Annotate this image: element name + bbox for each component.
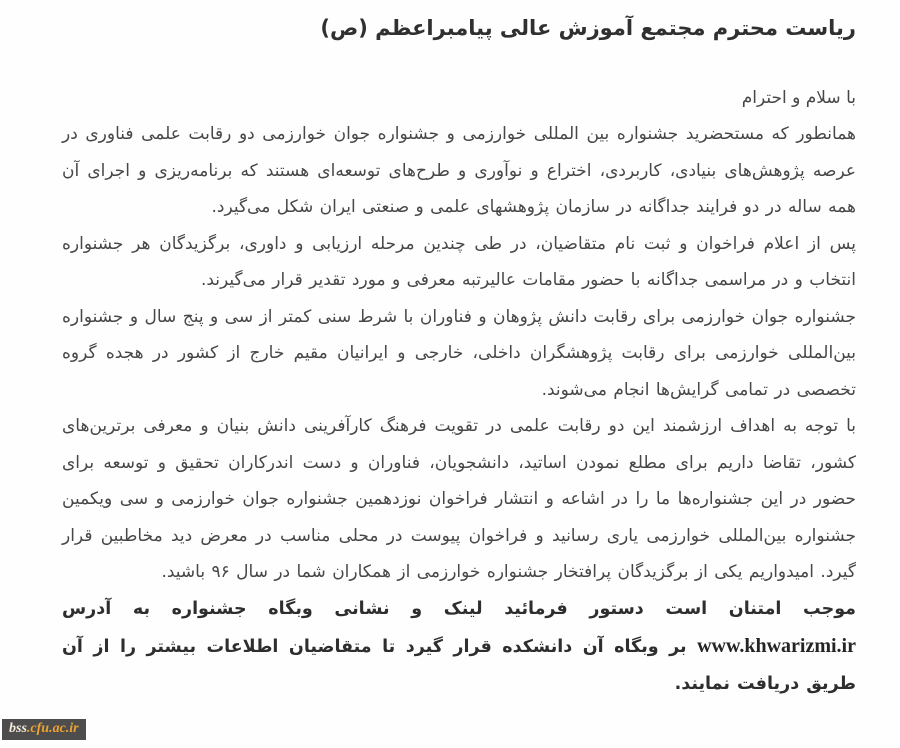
paragraph-request: با توجه به اهداف ارزشمند این دو رقابت علمی در تقویت فرهنگ کارآفرینی دانش بنیان و معرفی برترین‌های کشور، تقاضا داریم برای مطلع نمودن اساتید، دانشجویان، فناوران و دست اندرکاران تحقیق و توسعه برای حضور در این جشنواره‌ها ما را در اشاعه و انتشار فراخوان نوزدهمین جشنواره جوان خوارزمی و سی ویکمین جشنواره بین‌المللی خوارزمی یاری رسانید و فراخوان پیوست در محلی مناسب در معرض دید مخاطبین قرار گیرد. امیدواریم یکی از برگزیدگان پرافتخار جشنواره خوارزمی از همکاران شما در سال ۹۶ باشید. (62, 416, 856, 582)
page-title: ریاست محترم مجتمع آموزش عالی پیامبراعظم (ص) (320, 16, 856, 40)
paragraph-selection-process: پس از اعلام فراخوان و ثبت نام متقاضیان، در طی چندین مرحله ارزیابی و داوری، برگزیدگان هر جشنواره انتخاب و در مراسمی جداگانه با حضور مقامات عالیرتبه معرفی و مورد تقدیر قرار می‌گیرند. (62, 233, 856, 290)
badge-site-prefix: bss (9, 721, 27, 736)
closing-text-after-url: بر وبگاه آن دانشکده قرار گیرد تا متقاضیان اطلاعات بیشتر را از آن طریق دریافت نمایند. (62, 636, 856, 694)
paragraph-festival-categories: جشنواره جوان خوارزمی برای رقابت دانش پژوهان و فناوران با شرط سنی کمتر از سی و پنج سال و جشنواره بین‌المللی خوارزمی برای رقابت پژوهشگران داخلی، خارجی و ایرانیان مقیم خارج از کشور در هجده گروه تخصصی در تمامی گرایش‌ها انجام می‌شوند. (62, 306, 856, 400)
closing-text-before-url: موجب امتنان است دستور فرمائید لینک و نشانی وبگاه جشنواره به آدرس (62, 598, 856, 619)
paragraph-festival-intro: همانطور که مستحضرید جشنواره بین المللی خوارزمی و جشنواره جوان خوارزمی دو رقابت علمی فناوری در عرصه پژوهش‌های بنیادی، کاربردی، اختراع و نوآوری و طرح‌های توسعه‌ای هستند که برنامه‌ریزی و اجرای آن همه ساله در دو فرایند جداگانه در سازمان پژوهشهای علمی و صنعتی ایران شکل می‌گیرد. (62, 124, 856, 217)
salutation-line: با سلام و احترام (741, 88, 856, 108)
festival-website-url: www.khwarizmi.ir (697, 634, 856, 657)
badge-site-suffix: .cfu.ac.ir (26, 721, 79, 736)
closing-paragraph (62, 591, 856, 703)
site-badge (2, 719, 86, 740)
